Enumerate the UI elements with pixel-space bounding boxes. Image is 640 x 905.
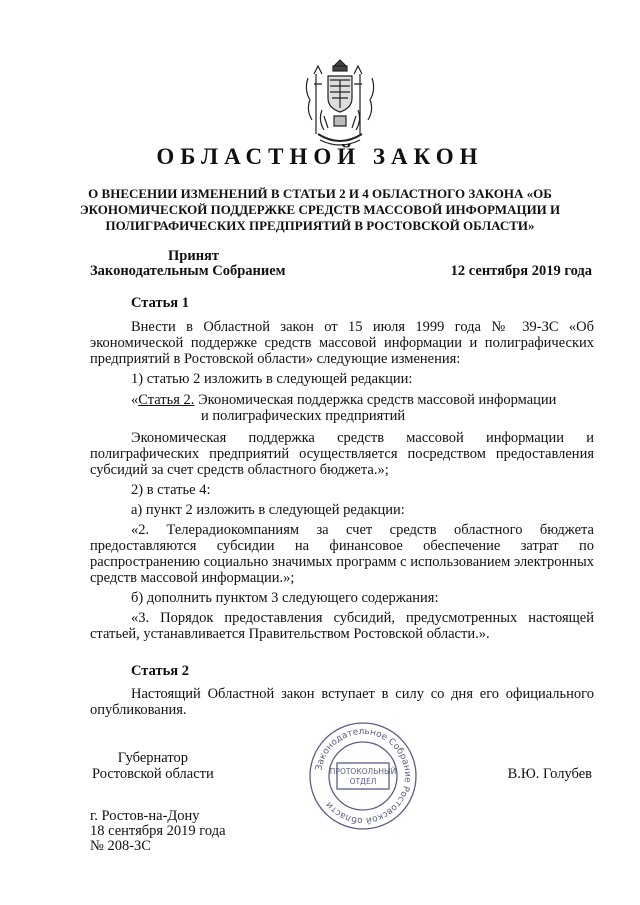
adoption-line-2: Законодательным Собранием [90,263,286,279]
stamp-center-line-2: ОТДЕЛ [349,777,377,786]
quoted-article-2 [131,392,591,424]
article-1-item-1: 1) статью 2 изложить в следующей редакции: [131,371,413,387]
signing-date: 18 сентября 2019 года [90,823,226,839]
adoption-date: 12 сентября 2019 года [450,263,592,279]
place-date-number [90,809,226,854]
quoted-article-body: Экономическая поддержка средств массовой информации и полиграфических предприятий осуществляется посредством предоставления субсидий за счет средств областного бюджета.»; [90,430,594,478]
law-title: ОБЛАСТНОЙ ЗАКОН [156,144,484,169]
signatory-title-line-1: Губернатор [117,750,188,766]
article-1-heading: Статья 1 [131,295,189,311]
article-1-item-2: 2) в статье 4: [131,482,211,498]
article-2-heading: Статья 2 [131,663,189,679]
article-1-item-2b: б) дополнить пунктом 3 следующего содержания: [131,590,439,606]
signatory-title [92,750,214,782]
signatory-name: В.Ю. Голубев [507,766,592,782]
article-2-body [90,686,594,718]
quoted-article-label: Статья 2. [138,392,195,408]
article-1-item-2b-text: «3. Порядок предоставления субсидий, предусмотренных настоящей статьей, устанавливается Правительством Ростовской области.». [90,610,594,642]
article-1-body [90,319,594,391]
law-number: № 208-ЗС [90,838,151,854]
stamp-center-line-1: ПРОТОКОЛЬНЫЙ [329,767,397,776]
coat-of-arms-icon [300,54,380,152]
quote-open: « [131,392,139,408]
official-stamp [307,720,419,832]
article-1-continued [90,430,594,646]
quoted-article-title-2: и полиграфических предприятий [201,408,406,424]
adoption-line-1: Принят [168,248,220,264]
signatory-title-line-2: Ростовской области [92,766,214,782]
article-1-item-2a: а) пункт 2 изложить в следующей редакции: [131,502,405,518]
article-2-text: Настоящий Областной закон вступает в силу со дня его официального опубликования. [90,686,594,718]
quoted-article-title-1: Экономическая поддержка средств массовой информации [194,392,557,408]
place-city: г. Ростов-на-Дону [90,808,200,824]
stamp-ring-text: Законодательное Собрание Ростовской области [314,726,413,826]
law-subtitle: О ВНЕСЕНИИ ИЗМЕНЕНИЙ В СТАТЬИ 2 И 4 ОБЛАСТНОГО ЗАКОНА «ОБ ЭКОНОМИЧЕСКОЙ ПОДДЕРЖКЕ СРЕДСТВ МАССОВОЙ ИНФОРМАЦИИ И ПОЛИГРАФИЧЕСКИХ ПРЕДПРИЯТИЙ В РОСТОВСКОЙ ОБЛАСТИ» [79,186,561,233]
article-1-item-2a-text: «2. Телерадиокомпаниям за счет средств областного бюджета предоставляются субсидии на финансовое обеспечение затрат по распространению социально значимых программ с использованием электронных средств массовой информации.»; [90,522,594,586]
article-1-intro: Внести в Областной закон от 15 июля 1999 года № 39-ЗС «Об экономической поддержке средств массовой информации и полиграфических предприятий в Ростовской области» следующие изменения: [90,319,594,367]
